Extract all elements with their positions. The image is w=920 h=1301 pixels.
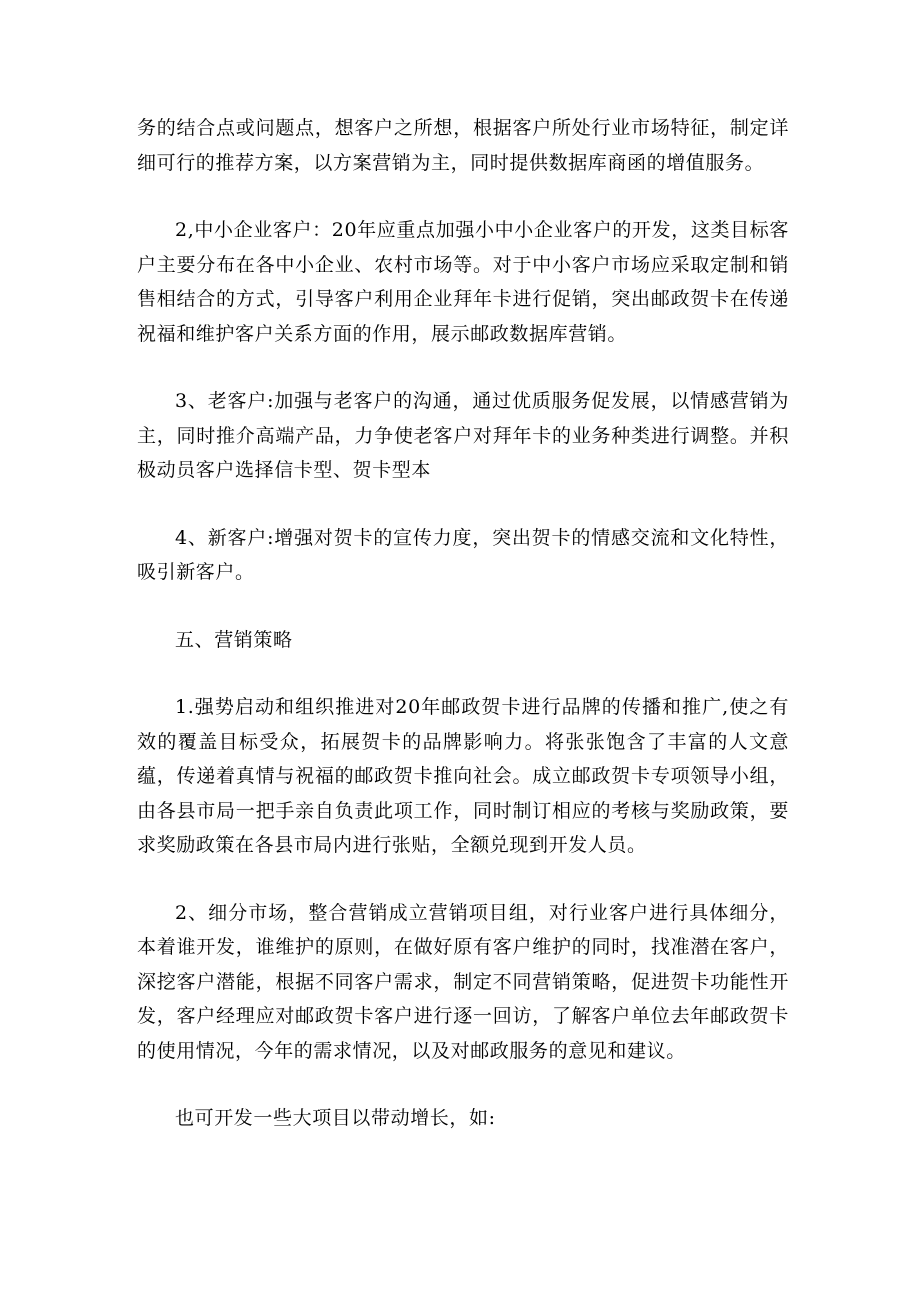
section-heading-marketing-strategy: 五、营销策略 <box>175 628 293 651</box>
paragraph-new-clients: 4、新客户:增强对贺卡的宣传力度，突出贺卡的情感交流和文化特性，吸引新客户。 <box>137 526 789 583</box>
paragraph-strategy-1: 1.强势启动和组织推进对20年邮政贺卡进行品牌的传播和推广,使之有效的覆盖目标受众，拓展贺卡的品牌影响力。将张张饱含了丰富的人文意蕴，传递着真情与祝福的邮政贺卡推向社会。成立邮政贺卡专项领导小组，由各县市局一把手亲自负责此项工作，同时制订相应的考核与奖励政策，要求奖励政策在各县市局内进行张贴，全额兑现到开发人员。 <box>137 696 789 856</box>
paragraph-sme-clients: 2,中小企业客户：20年应重点加强小中小企业客户的开发，这类目标客户主要分布在各中小企业、农村市场等。对于中小客户市场应采取定制和销售相结合的方式，引导客户利用企业拜年卡进行促销，突出邮政贺卡在传递祝福和维护客户关系方面的作用，展示邮政数据库营销。 <box>137 219 789 345</box>
document-body <box>137 111 789 1169</box>
paragraph-strategy-2: 2、细分市场，整合营销成立营销项目组，对行业客户进行具体细分，本着谁开发，谁维护的原则，在做好原有客户维护的同时，找准潜在客户，深挖客户潜能，根据不同客户需求，制定不同营销策略，促进贺卡功能性开发，客户经理应对邮政贺卡客户进行逐一回访，了解客户单位去年邮政贺卡的使用情况，今年的需求情况，以及对邮政服务的意见和建议。 <box>137 901 789 1062</box>
paragraph-big-projects: 也可开发一些大项目以带动增长，如: <box>175 1107 496 1129</box>
paragraph-continuation: 务的结合点或问题点，想客户之所想，根据客户所处行业市场特征，制定详细可行的推荐方案，以方案营销为主，同时提供数据库商函的增值服务。 <box>137 117 789 174</box>
paragraph-old-clients: 3、老客户:加强与老客户的沟通，通过优质服务促发展，以情感营销为主，同时推介高端产品，力争使老客户对拜年卡的业务种类进行调整。并积极动员客户选择信卡型、贺卡型本 <box>137 390 789 481</box>
